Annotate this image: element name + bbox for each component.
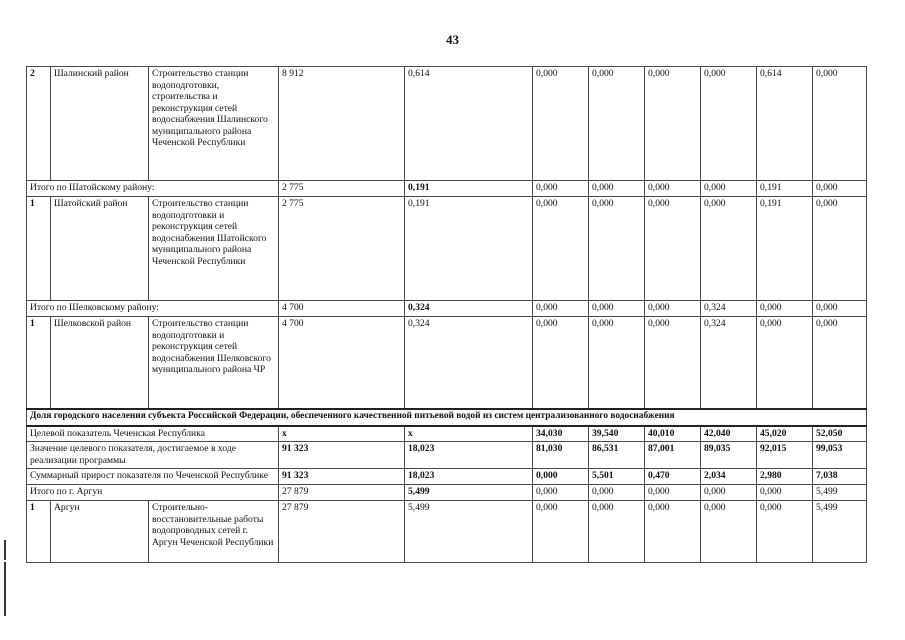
indicator-value: 0,191	[405, 181, 533, 197]
row-number: 1	[27, 197, 51, 301]
scan-edge-line	[4, 562, 6, 616]
project-description: Строительно-восстановительные работы водопроводных сетей г. Аргун Чеченской Республики	[149, 501, 279, 563]
year-value: 0,000	[533, 469, 589, 485]
cost-value: 2 775	[279, 181, 405, 197]
metric-label: Значение целевого показателя, достигаемое в ходе реализации программы	[27, 442, 279, 469]
indicator-value: 18,023	[405, 442, 533, 469]
year-value: 0,000	[645, 67, 701, 181]
year-value: 0,324	[701, 301, 757, 317]
year-value: 0,000	[533, 301, 589, 317]
row-number: 1	[27, 501, 51, 563]
year-value: 0,000	[645, 197, 701, 301]
year-value: 0,000	[813, 67, 867, 181]
year-value: 0,000	[589, 317, 645, 409]
project-description: Строительство станции водоподготовки и реконструкция сетей водоснабжения Шелковского муниципального района ЧР	[149, 317, 279, 409]
year-value: 0,000	[645, 301, 701, 317]
year-value: 0,000	[813, 181, 867, 197]
table-row-metric	[27, 426, 867, 442]
year-value: 0,000	[589, 67, 645, 181]
year-value: 39,540	[589, 426, 645, 442]
table-row-section	[27, 409, 867, 426]
year-value: 0,000	[589, 181, 645, 197]
year-value: 0,191	[757, 181, 813, 197]
year-value: 0,000	[813, 197, 867, 301]
year-value: 0,000	[533, 501, 589, 563]
year-value: 52,050	[813, 426, 867, 442]
district-name: Аргун	[51, 501, 149, 563]
total-label: Итого по г. Аргун	[27, 485, 279, 501]
indicator-value: 5,499	[405, 501, 533, 563]
year-value: 92,015	[757, 442, 813, 469]
year-value: 0,000	[589, 197, 645, 301]
year-value: 0,000	[589, 485, 645, 501]
table-row-metric	[27, 469, 867, 485]
cost-value: 8 912	[279, 67, 405, 181]
year-value: 0,000	[813, 301, 867, 317]
year-value: 0,000	[701, 197, 757, 301]
table-row-total	[27, 181, 867, 197]
year-value: 34,030	[533, 426, 589, 442]
year-value: 5,501	[589, 469, 645, 485]
year-value: 7,038	[813, 469, 867, 485]
year-value: 0,191	[757, 197, 813, 301]
year-value: 42,040	[701, 426, 757, 442]
cost-value: 91 323	[279, 469, 405, 485]
year-value: 0,000	[645, 501, 701, 563]
row-number: 2	[27, 67, 51, 181]
project-description: Строительство станции водоподготовки и реконструкция сетей водоснабжения Шатойского муниципального района Чеченской Республики	[149, 197, 279, 301]
year-value: 5,499	[813, 501, 867, 563]
table-row-project	[27, 67, 867, 181]
year-value: 99,053	[813, 442, 867, 469]
project-description: Строительство станции водоподготовки, строительства и реконструкция сетей водоснабжения Шалинского муниципального района Чеченской Республики	[149, 67, 279, 181]
indicator-value: 18,023	[405, 469, 533, 485]
cost-value: 4 700	[279, 301, 405, 317]
year-value: 0,000	[701, 67, 757, 181]
year-value: 86,531	[589, 442, 645, 469]
indicator-value: 0,324	[405, 317, 533, 409]
metric-label: Суммарный прирост показателя по Чеченской Республике	[27, 469, 279, 485]
page-number: 43	[446, 32, 459, 47]
year-value: 0,000	[757, 317, 813, 409]
cost-value: 27 879	[279, 501, 405, 563]
scan-edge-line	[4, 540, 6, 560]
year-value: 87,001	[645, 442, 701, 469]
year-value: 0,000	[757, 485, 813, 501]
year-value: 0,000	[645, 181, 701, 197]
table-row-metric	[27, 442, 867, 469]
program-table	[26, 66, 867, 563]
year-value: 0,000	[589, 301, 645, 317]
year-value: 0,324	[701, 317, 757, 409]
district-name: Шелковской район	[51, 317, 149, 409]
table-row-total	[27, 301, 867, 317]
year-value: 0,000	[533, 67, 589, 181]
year-value: 0,000	[533, 317, 589, 409]
total-label: Итого по Шелковскому району:	[27, 301, 279, 317]
year-value: 2,980	[757, 469, 813, 485]
indicator-value: х	[405, 426, 533, 442]
year-value: 0,000	[533, 485, 589, 501]
cost-value: 91 323	[279, 442, 405, 469]
year-value: 0,000	[757, 301, 813, 317]
row-number: 1	[27, 317, 51, 409]
cost-value: 2 775	[279, 197, 405, 301]
year-value: 89,035	[701, 442, 757, 469]
year-value: 0,000	[589, 501, 645, 563]
year-value: 0,000	[757, 501, 813, 563]
metric-label: Целевой показатель Чеченская Республика	[27, 426, 279, 442]
year-value: 0,614	[757, 67, 813, 181]
year-value: 0,000	[701, 485, 757, 501]
year-value: 45,020	[757, 426, 813, 442]
total-label: Итого по Шатойскому району:	[27, 181, 279, 197]
cost-value: 27 879	[279, 485, 405, 501]
year-value: 0,470	[645, 469, 701, 485]
year-value: 0,000	[813, 317, 867, 409]
year-value: 0,000	[645, 485, 701, 501]
section-heading: Доля городского населения субъекта Российской Федерации, обеспеченного качественной питьевой водой из систем централизованного водоснабжения	[27, 409, 867, 426]
table-row-project	[27, 501, 867, 563]
year-value: 0,000	[533, 197, 589, 301]
year-value: 40,010	[645, 426, 701, 442]
indicator-value: 0,614	[405, 67, 533, 181]
year-value: 5,499	[813, 485, 867, 501]
district-name: Шалинский район	[51, 67, 149, 181]
indicator-value: 0,191	[405, 197, 533, 301]
year-value: 81,030	[533, 442, 589, 469]
year-value: 0,000	[701, 181, 757, 197]
district-name: Шатойский район	[51, 197, 149, 301]
year-value: 0,000	[645, 317, 701, 409]
cost-value: х	[279, 426, 405, 442]
year-value: 0,000	[533, 181, 589, 197]
cost-value: 4 700	[279, 317, 405, 409]
indicator-value: 0,324	[405, 301, 533, 317]
year-value: 0,000	[701, 501, 757, 563]
table-row-project	[27, 317, 867, 409]
indicator-value: 5,499	[405, 485, 533, 501]
table-row-total	[27, 485, 867, 501]
year-value: 2,034	[701, 469, 757, 485]
table-row-project	[27, 197, 867, 301]
